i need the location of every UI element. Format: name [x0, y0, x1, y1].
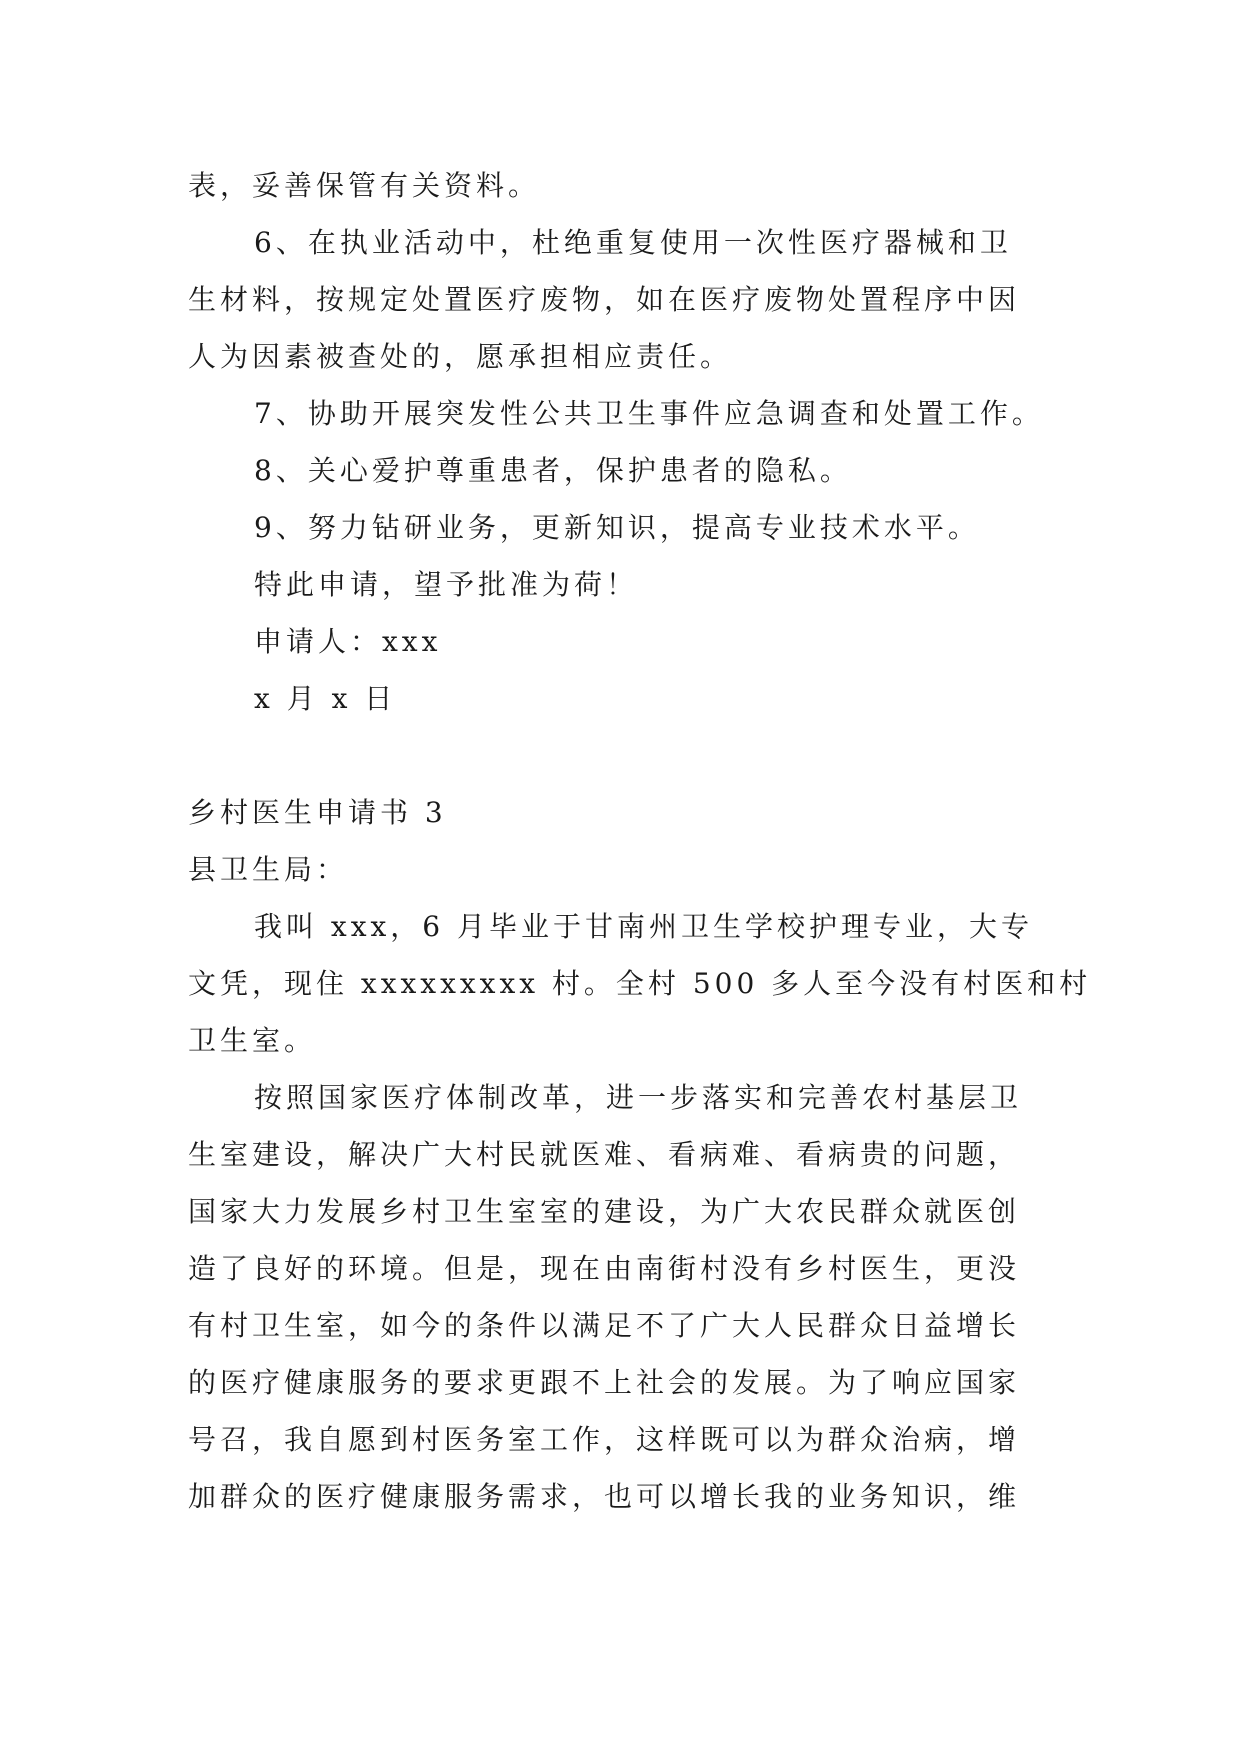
text-line: 表，妥善保管有关资料。 [188, 169, 541, 202]
text-line: 7、协助开展突发性公共卫生事件应急调查和处置工作。 [254, 397, 1044, 430]
text-line: x 月 x 日 [254, 682, 397, 715]
section-title: 乡村医生申请书 3 [188, 796, 447, 829]
text-line: 生室建设，解决广大村民就医难、看病难、看病贵的问题， [188, 1138, 1021, 1171]
text-line: 号召，我自愿到村医务室工作，这样既可以为群众治病，增 [188, 1423, 1021, 1456]
text-line: 人为因素被查处的，愿承担相应责任。 [188, 340, 733, 373]
text-line: 造了良好的环境。但是，现在由南街村没有乡村医生，更没 [188, 1252, 1021, 1285]
text-line: 国家大力发展乡村卫生室室的建设，为广大农民群众就医创 [188, 1195, 1021, 1228]
addressee: 县卫生局： [188, 853, 349, 886]
text-line: 9、努力钻研业务，更新知识，提高专业技术水平。 [254, 511, 980, 544]
text-line: 卫生室。 [188, 1024, 317, 1057]
text-line: 8、关心爱护尊重患者，保护患者的隐私。 [254, 454, 852, 487]
text-line: 申请人：xxx [254, 625, 442, 658]
text-line: 文凭，现住 xxxxxxxxx 村。全村 500 多人至今没有村医和村 [188, 967, 1092, 1000]
text-line: 特此申请，望予批准为荷！ [254, 568, 639, 601]
text-line: 的医疗健康服务的要求更跟不上社会的发展。为了响应国家 [188, 1366, 1021, 1399]
text-line: 6、在执业活动中，杜绝重复使用一次性医疗器械和卫 [254, 226, 1012, 259]
text-line: 生材料，按规定处置医疗废物，如在医疗废物处置程序中因 [188, 283, 1021, 316]
text-line: 加群众的医疗健康服务需求，也可以增长我的业务知识，维 [188, 1480, 1021, 1513]
text-line: 按照国家医疗体制改革，进一步落实和完善农村基层卫 [254, 1081, 1023, 1114]
text-line: 有村卫生室，如今的条件以满足不了广大人民群众日益增长 [188, 1309, 1021, 1342]
text-line: 我叫 xxx，6 月毕业于甘南州卫生学校护理专业，大专 [254, 910, 1033, 943]
